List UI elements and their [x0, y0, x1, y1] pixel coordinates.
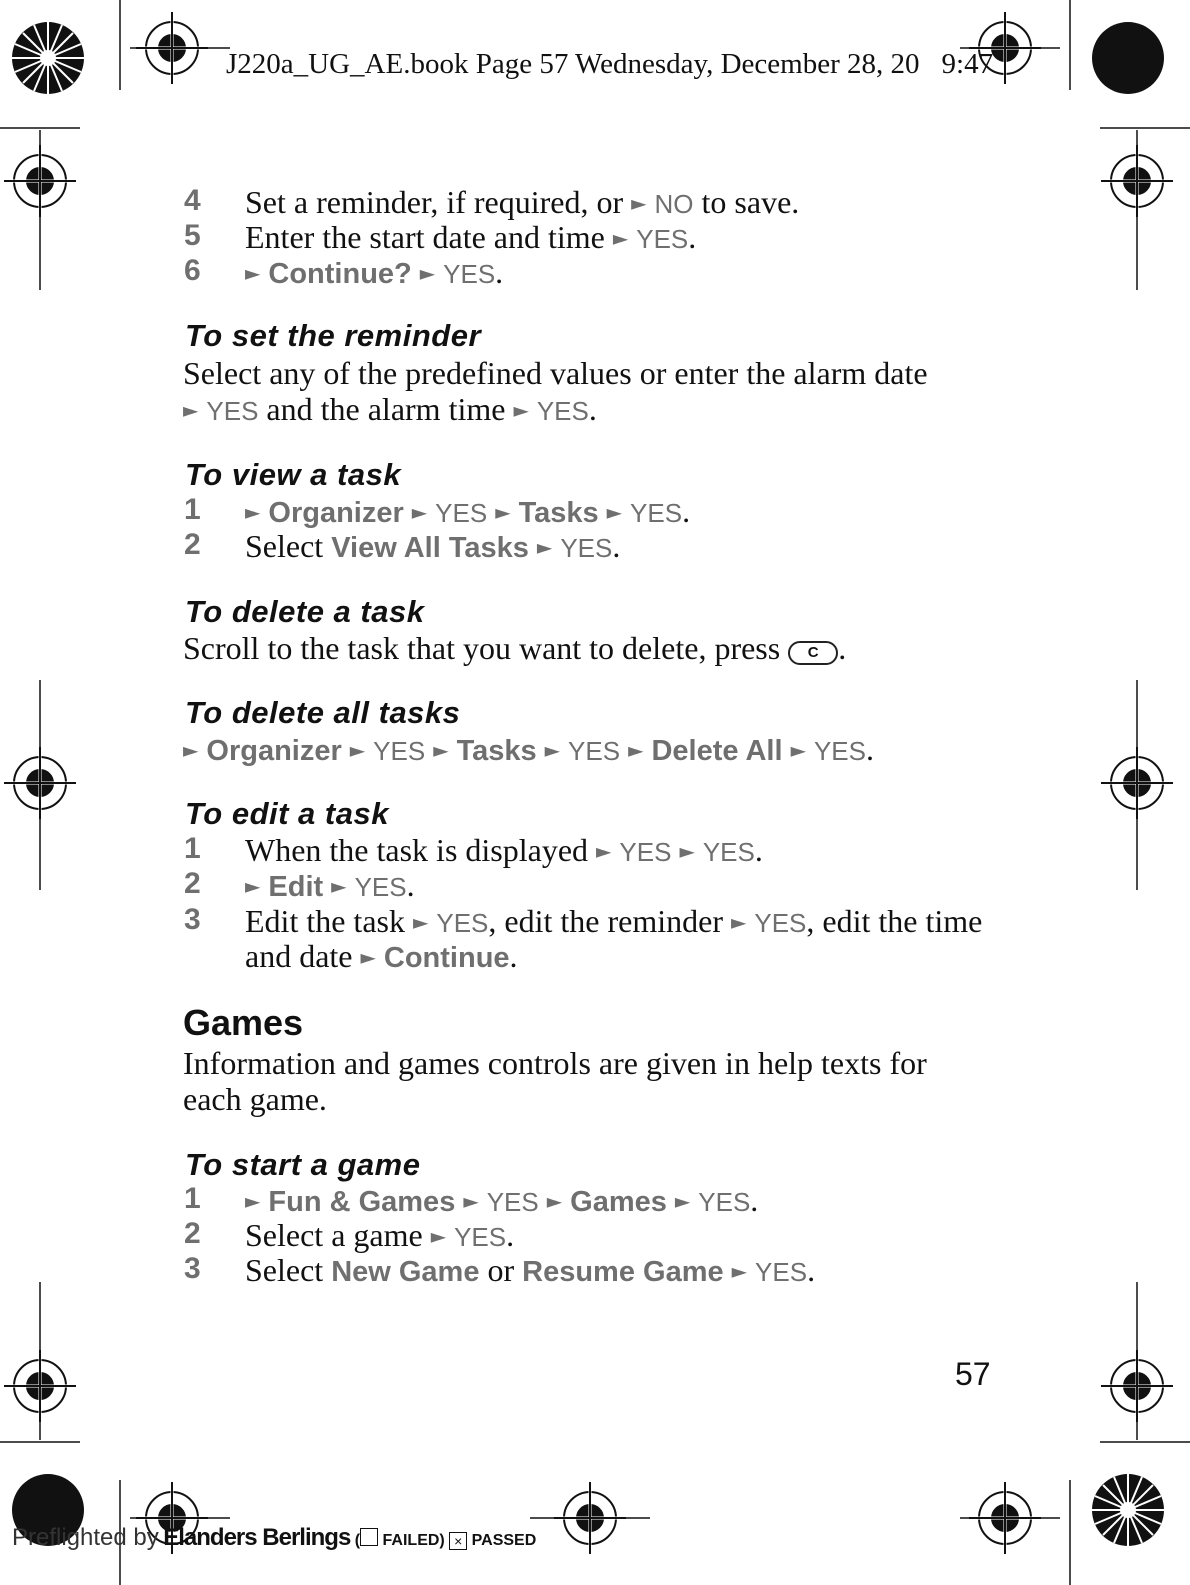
arrow-icon: ►	[730, 910, 747, 934]
arrow-icon: ►	[628, 738, 644, 762]
heading-delete-all-tasks: To delete all tasks	[185, 695, 461, 730]
arrow-icon: ►	[245, 500, 261, 524]
step-number: 6	[184, 254, 201, 287]
preflight-label: Preflighted by	[12, 1524, 159, 1551]
yes-key: YES	[454, 1222, 507, 1252]
arrow-icon: ►	[419, 261, 436, 285]
yes-key: YES	[536, 396, 589, 426]
games-paragraph: Information and games controls are given in help texts for each game.	[183, 1045, 927, 1117]
step-number: 1	[184, 1182, 201, 1215]
arrow-icon: ►	[183, 738, 199, 762]
yes-key: YES	[630, 498, 683, 528]
arrow-icon: ►	[495, 500, 511, 524]
yes-key: YES	[435, 498, 488, 528]
menu-view-all-tasks: View All Tasks	[331, 532, 529, 564]
no-key: NO	[654, 189, 694, 219]
arrow-icon: ►	[412, 910, 429, 934]
step-6-text: ► Continue? ► YES.	[245, 254, 504, 290]
menu-games: Games	[570, 1186, 667, 1218]
arrow-icon: ►	[536, 535, 553, 559]
arrow-icon: ►	[360, 945, 376, 969]
arrow-icon: ►	[731, 1259, 748, 1283]
yes-key: YES	[702, 837, 755, 867]
header-time: 9:47	[941, 48, 994, 80]
delete-all-path: ► Organizer ► YES ► Tasks ► YES ► Delete All ► YES.	[183, 731, 874, 767]
failed-checkbox-icon	[360, 1528, 378, 1546]
step-4-text: Set a reminder, if required, or ► NO to save.	[245, 184, 800, 220]
step-number: 1	[184, 493, 201, 526]
heading-start-game: To start a game	[185, 1147, 421, 1182]
start-game-step-3: Select New Game or Resume Game ► YES.	[245, 1252, 816, 1288]
step-5-text: Enter the start date and time ► YES.	[245, 219, 697, 255]
menu-new-game: New Game	[331, 1256, 480, 1288]
edit-task-step-3-line-1: Edit the task ► YES, edit the reminder ► YES, edit the time	[245, 903, 983, 939]
section-title-games: Games	[183, 1002, 304, 1043]
header-text: J220a_UG_AE.book Page 57 Wednesday, December 28, 20	[226, 48, 920, 80]
brand-logo: Elanders Berlings	[163, 1524, 351, 1551]
running-header	[226, 48, 993, 81]
step-number: 5	[184, 219, 201, 252]
start-game-step-1: ► Fun & Games ► YES ► Games ► YES.	[245, 1182, 759, 1218]
menu-delete-all: Delete All	[651, 735, 783, 767]
arrow-icon: ►	[790, 738, 806, 762]
arrow-icon: ►	[513, 398, 529, 422]
preflight-stamp: Preflighted by Elanders Berlings ( FAILED) × PASSED	[12, 1524, 537, 1551]
set-reminder-paragraph: Select any of the predefined values or enter the alarm date ► YES and the alarm time ► YES.	[183, 355, 928, 427]
arrow-icon: ►	[596, 839, 612, 863]
edit-task-step-3-line-2: and date ► Continue.	[245, 938, 518, 974]
menu-edit: Edit	[268, 871, 324, 903]
menu-resume-game: Resume Game	[522, 1256, 724, 1288]
arrow-icon: ►	[546, 1189, 563, 1213]
arrow-icon: ►	[411, 500, 428, 524]
menu-organizer: Organizer	[206, 735, 342, 767]
menu-tasks: Tasks	[456, 735, 537, 767]
yes-key: YES	[354, 872, 407, 902]
yes-key: YES	[560, 533, 613, 563]
arrow-icon: ►	[674, 1189, 691, 1213]
heading-view-task: To view a task	[185, 457, 402, 492]
start-game-step-2: Select a game ► YES.	[245, 1217, 515, 1253]
arrow-icon: ►	[612, 226, 629, 250]
yes-key: YES	[568, 736, 621, 766]
arrow-icon: ►	[245, 874, 261, 898]
menu-continue: Continue	[383, 942, 510, 974]
arrow-icon: ►	[606, 500, 623, 524]
step-number: 3	[184, 903, 201, 936]
menu-organizer: Organizer	[268, 497, 404, 529]
yes-key: YES	[436, 908, 489, 938]
step-number: 4	[184, 184, 201, 217]
arrow-icon: ►	[245, 1189, 261, 1213]
arrow-icon: ►	[245, 261, 261, 285]
menu-fun-and-games: Fun & Games	[268, 1186, 456, 1218]
step-number: 1	[184, 832, 201, 865]
arrow-icon: ►	[183, 398, 199, 422]
heading-set-reminder: To set the reminder	[185, 318, 482, 353]
page-number: 57	[955, 1356, 991, 1392]
passed-checkbox-icon: ×	[449, 1532, 467, 1550]
yes-key: YES	[754, 908, 807, 938]
arrow-icon: ►	[544, 738, 561, 762]
arrow-icon: ►	[631, 191, 647, 215]
edit-task-step-1: When the task is displayed ► YES ► YES.	[245, 832, 763, 868]
passed-label: PASSED	[471, 1532, 537, 1549]
yes-key: YES	[443, 259, 496, 289]
yes-key: YES	[486, 1187, 539, 1217]
yes-key: YES	[636, 224, 689, 254]
arrow-icon: ►	[331, 874, 347, 898]
yes-key: YES	[755, 1257, 808, 1287]
view-task-step-1: ► Organizer ► YES ► Tasks ► YES.	[245, 493, 691, 529]
yes-key: YES	[373, 736, 426, 766]
heading-delete-task: To delete a task	[185, 594, 425, 629]
step-number: 2	[184, 867, 201, 900]
yes-key: YES	[206, 396, 259, 426]
arrow-icon: ►	[349, 738, 366, 762]
step-number: 3	[184, 1252, 201, 1285]
arrow-icon: ►	[463, 1189, 479, 1213]
heading-edit-task: To edit a task	[185, 796, 389, 831]
arrow-icon: ►	[433, 738, 449, 762]
c-key-icon: C	[788, 641, 838, 665]
yes-key: YES	[698, 1187, 751, 1217]
edit-task-step-2: ► Edit ► YES.	[245, 867, 415, 903]
delete-task-paragraph: Scroll to the task that you want to delete, press C .	[183, 630, 847, 666]
yes-key: YES	[813, 736, 866, 766]
arrow-icon: ►	[679, 839, 695, 863]
view-task-step-2: Select View All Tasks ► YES.	[245, 528, 621, 564]
arrow-icon: ►	[430, 1224, 447, 1248]
step-number: 2	[184, 528, 201, 561]
menu-continue: Continue?	[268, 258, 412, 290]
yes-key: YES	[619, 837, 672, 867]
failed-label: FAILED	[382, 1532, 440, 1549]
step-number: 2	[184, 1217, 201, 1250]
menu-tasks: Tasks	[518, 497, 599, 529]
